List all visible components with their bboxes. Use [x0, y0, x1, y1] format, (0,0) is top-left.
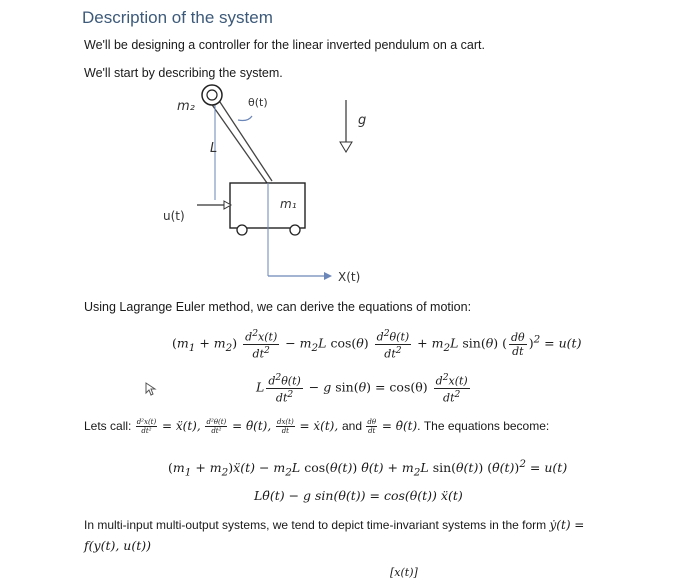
lagrange-paragraph: Using Lagrange Euler method, we can derive the equations of motion: — [84, 300, 472, 314]
label-L: L — [210, 141, 218, 156]
label-u: u(t) — [163, 209, 185, 223]
definitions-line: Lets call: $\frac{\text{d²x(t)}}{\text{dt²}}$ = ẍ(t), $\frac{\text{d²θ(t)}}{\text{dt²}}$ = θ̈(t), $\frac{dx(t)}{dt}$ = ẋ(t), and $\frac{d\theta}{dt}$ = θ̇(t). The equations become: — [84, 418, 550, 435]
equation-1: $(m_1 + m_2)$ $\frac{d^2x(t)}{dt^2}$ − $m_2L$ cos(θ) $\frac{d^2\theta(t)}{dt^2}$ + $m_2L$ sin(θ) ( $\frac{d\theta}{dt}$ )$^2$ = u(t) — [172, 328, 582, 361]
label-g: g — [358, 113, 367, 128]
gravity-arrowhead — [340, 142, 352, 152]
cart-wheel-left — [237, 225, 247, 235]
equation-3: ($m_1$ + $m_2)ẍ(t) - m_2L$ cos(θ(t)) θ̈(t) + $m_2L$ sin(θ(t)) (θ̇(t))$^2$ = u(t) — [168, 458, 568, 479]
equation-4: Lθ̈(t) − g sin(θ(t)) = cos(θ(t)) ẍ(t) — [254, 488, 463, 503]
intro-paragraph-1: We'll be designing a controller for the linear inverted pendulum on a cart. — [84, 38, 485, 52]
intro-paragraph-2: We'll start by describing the system. — [84, 66, 283, 80]
label-m1: m₁ — [280, 197, 297, 211]
mouse-cursor-icon — [145, 382, 157, 396]
mimo-paragraph-line-2: f(y(t), u(t)) — [84, 538, 151, 553]
eq2-cos: cos(θ) — [389, 379, 428, 395]
x-axis-arrowhead — [324, 272, 332, 280]
bottom-matrix-cut: [x(t)] — [390, 566, 418, 579]
section-title: Description of the system — [82, 8, 273, 27]
label-x: X(t) — [338, 270, 361, 284]
eq1-rhs: u(t) — [558, 335, 582, 351]
pendulum-diagram — [150, 80, 380, 290]
label-theta: θ(t) — [248, 96, 268, 109]
equation-2: L $\frac{d^2\theta(t)}{dt^2}$ − g sin(θ) = cos(θ) $\frac{d^2x(t)}{dt^2}$ — [256, 372, 468, 405]
label-m2: m₂ — [177, 99, 195, 114]
mimo-paragraph-line-1: In multi-input multi-output systems, we tend to depict time-invariant systems in the form ẏ(t) = — [84, 518, 585, 532]
cart-wheel-right — [290, 225, 300, 235]
theta-angle-arc — [238, 116, 252, 121]
